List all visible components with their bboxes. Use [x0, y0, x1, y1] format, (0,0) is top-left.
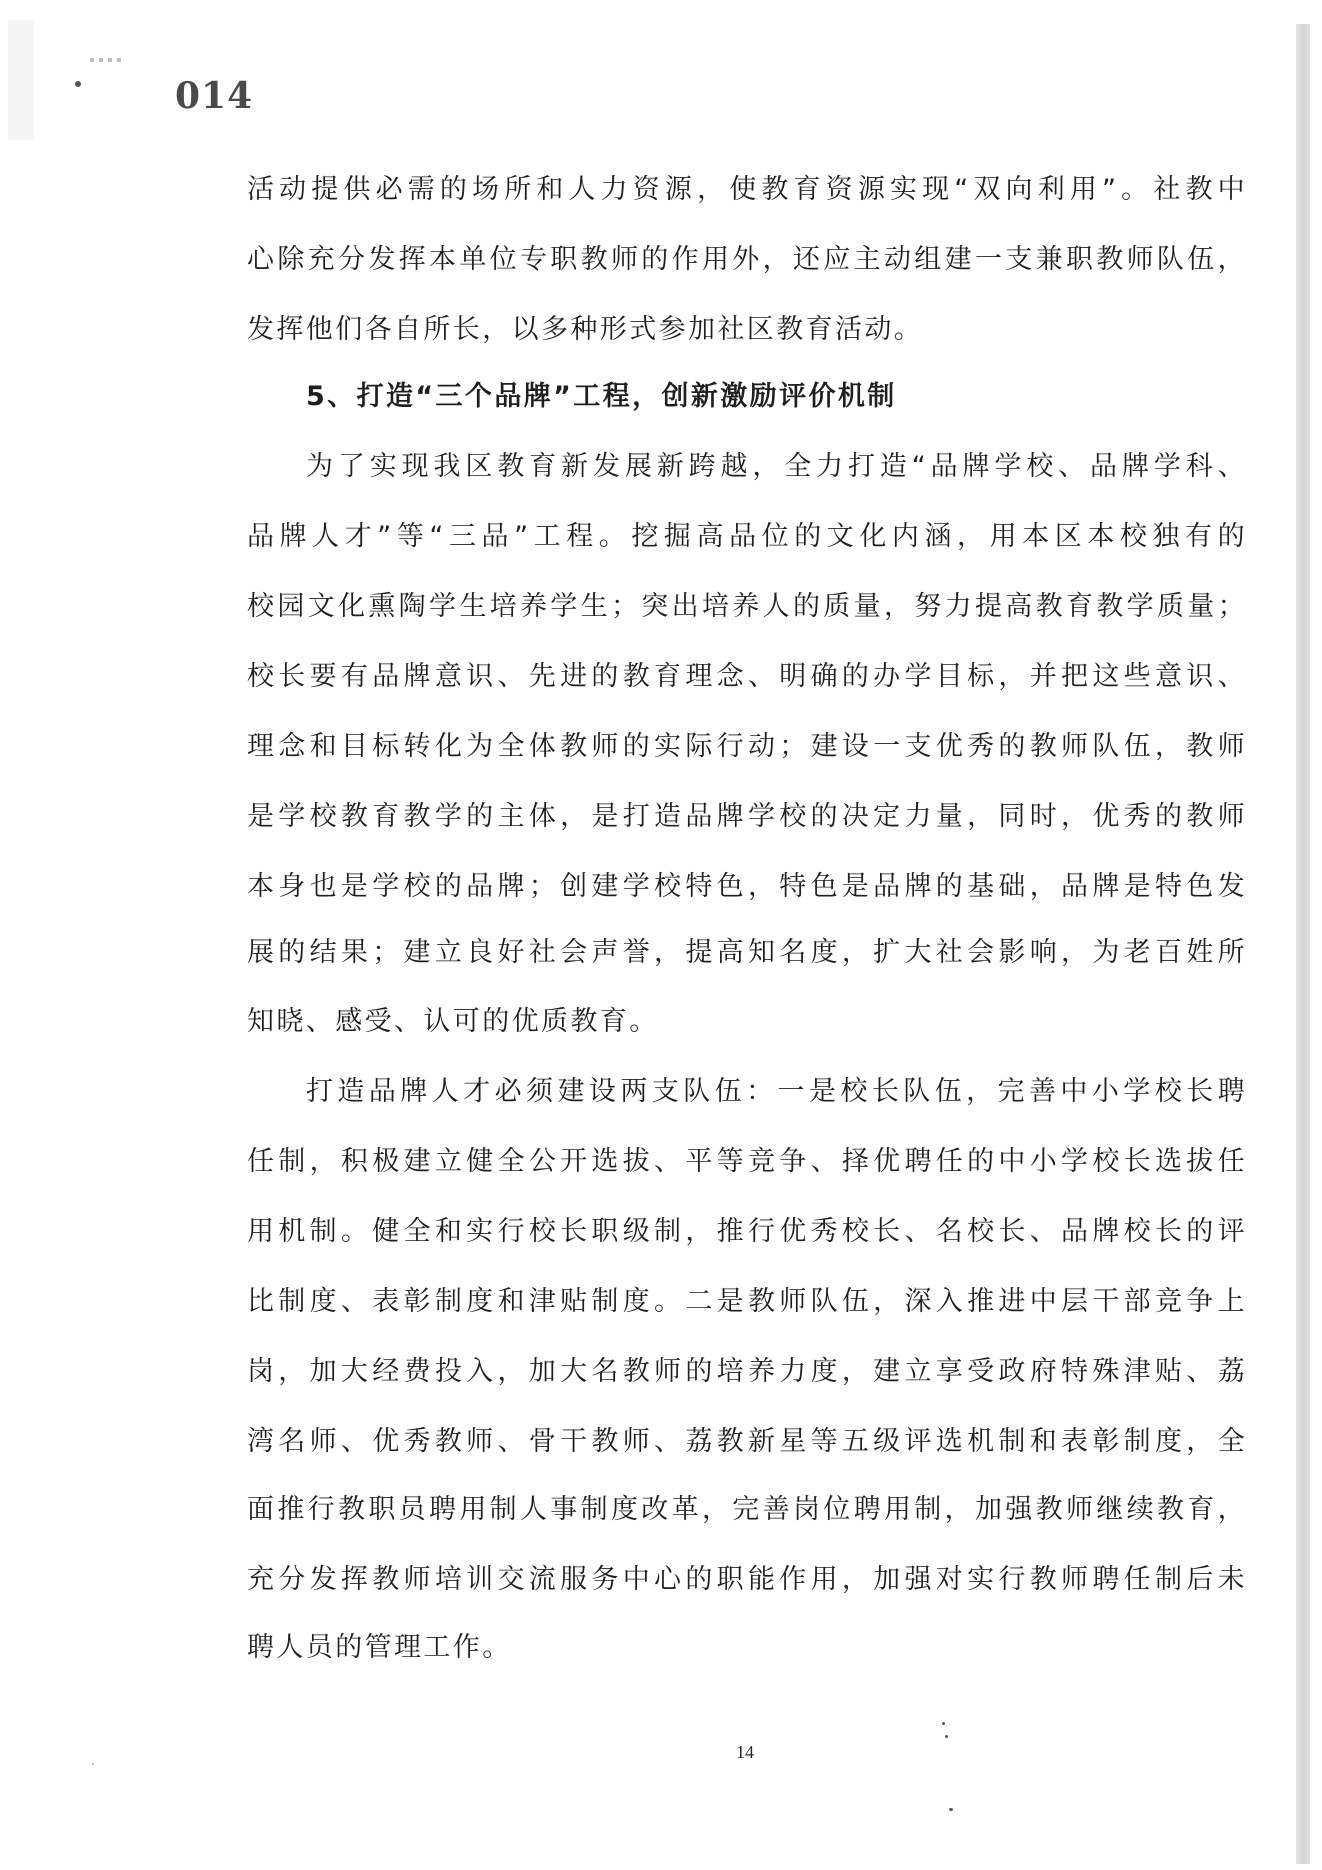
- text-line: 聘人员的管理工作。: [247, 1632, 512, 1663]
- text-line: 发挥他们各自所长，以多种形式参加社区教育活动。: [247, 314, 924, 345]
- scan-edge-shadow: [1296, 24, 1310, 1864]
- scan-dot: [92, 1763, 94, 1765]
- text-line: 活动提供必需的场所和人力资源，使教育资源实现“双向利用”。社教中: [247, 174, 1247, 205]
- text-line: 校园文化熏陶学生培养学生；突出培养人的质量，努力提高教育教学质量；: [247, 591, 1247, 622]
- section-heading: 5、打造“三个品牌”工程，创新激励评价机制: [306, 381, 897, 412]
- archive-stamp-number: 014: [175, 75, 254, 117]
- scan-edge-smudge: [8, 20, 34, 140]
- text-line: 展的结果；建立良好社会声誉，提高知名度，扩大社会影响，为老百姓所: [247, 937, 1247, 968]
- text-line: 湾名师、优秀教师、骨干教师、荔教新星等五级评选机制和表彰制度，全: [247, 1426, 1247, 1457]
- text-line: 本身也是学校的品牌；创建学校特色，特色是品牌的基础，品牌是特色发: [247, 871, 1247, 902]
- scan-dot: [945, 1735, 948, 1738]
- text-line: 用机制。健全和实行校长职级制，推行优秀校长、名校长、品牌校长的评: [247, 1216, 1247, 1247]
- text-line: 品牌人才”等“三品”工程。挖掘高品位的文化内涵，用本区本校独有的: [247, 521, 1247, 552]
- text-line: 任制，积极建立健全公开选拔、平等竞争、择优聘任的中小学校长选拔任: [247, 1146, 1247, 1177]
- paragraph-start: 为了实现我区教育新发展新跨越，全力打造“品牌学校、品牌学科、: [306, 451, 1247, 482]
- scan-marks: [90, 58, 126, 62]
- scan-dot: [949, 1808, 953, 1811]
- text-line: 充分发挥教师培训交流服务中心的职能作用，加强对实行教师聘任制后未: [247, 1564, 1247, 1595]
- text-line: 理念和目标转化为全体教师的实际行动；建设一支优秀的教师队伍，教师: [247, 731, 1247, 762]
- text-line: 岗，加大经费投入，加大名教师的培养力度，建立享受政府特殊津贴、荔: [247, 1356, 1247, 1387]
- text-line: 面推行教职员聘用制人事制度改革，完善岗位聘用制，加强教师继续教育，: [247, 1494, 1247, 1525]
- text-line: 校长要有品牌意识、先进的教育理念、明确的办学目标，并把这些意识、: [247, 661, 1247, 692]
- text-line: 知晓、感受、认可的优质教育。: [247, 1006, 659, 1037]
- text-line: 是学校教育教学的主体，是打造品牌学校的决定力量，同时，优秀的教师: [247, 801, 1247, 832]
- paragraph-start: 打造品牌人才必须建设两支队伍：一是校长队伍，完善中小学校长聘: [306, 1076, 1247, 1107]
- scan-dot: [75, 81, 81, 87]
- text-line: 心除充分发挥本单位专职教师的作用外，还应主动组建一支兼职教师队伍，: [247, 244, 1247, 275]
- scan-dot: [942, 1722, 945, 1725]
- page-number: 14: [736, 1742, 754, 1762]
- text-line: 比制度、表彰制度和津贴制度。二是教师队伍，深入推进中层干部竞争上: [247, 1286, 1247, 1317]
